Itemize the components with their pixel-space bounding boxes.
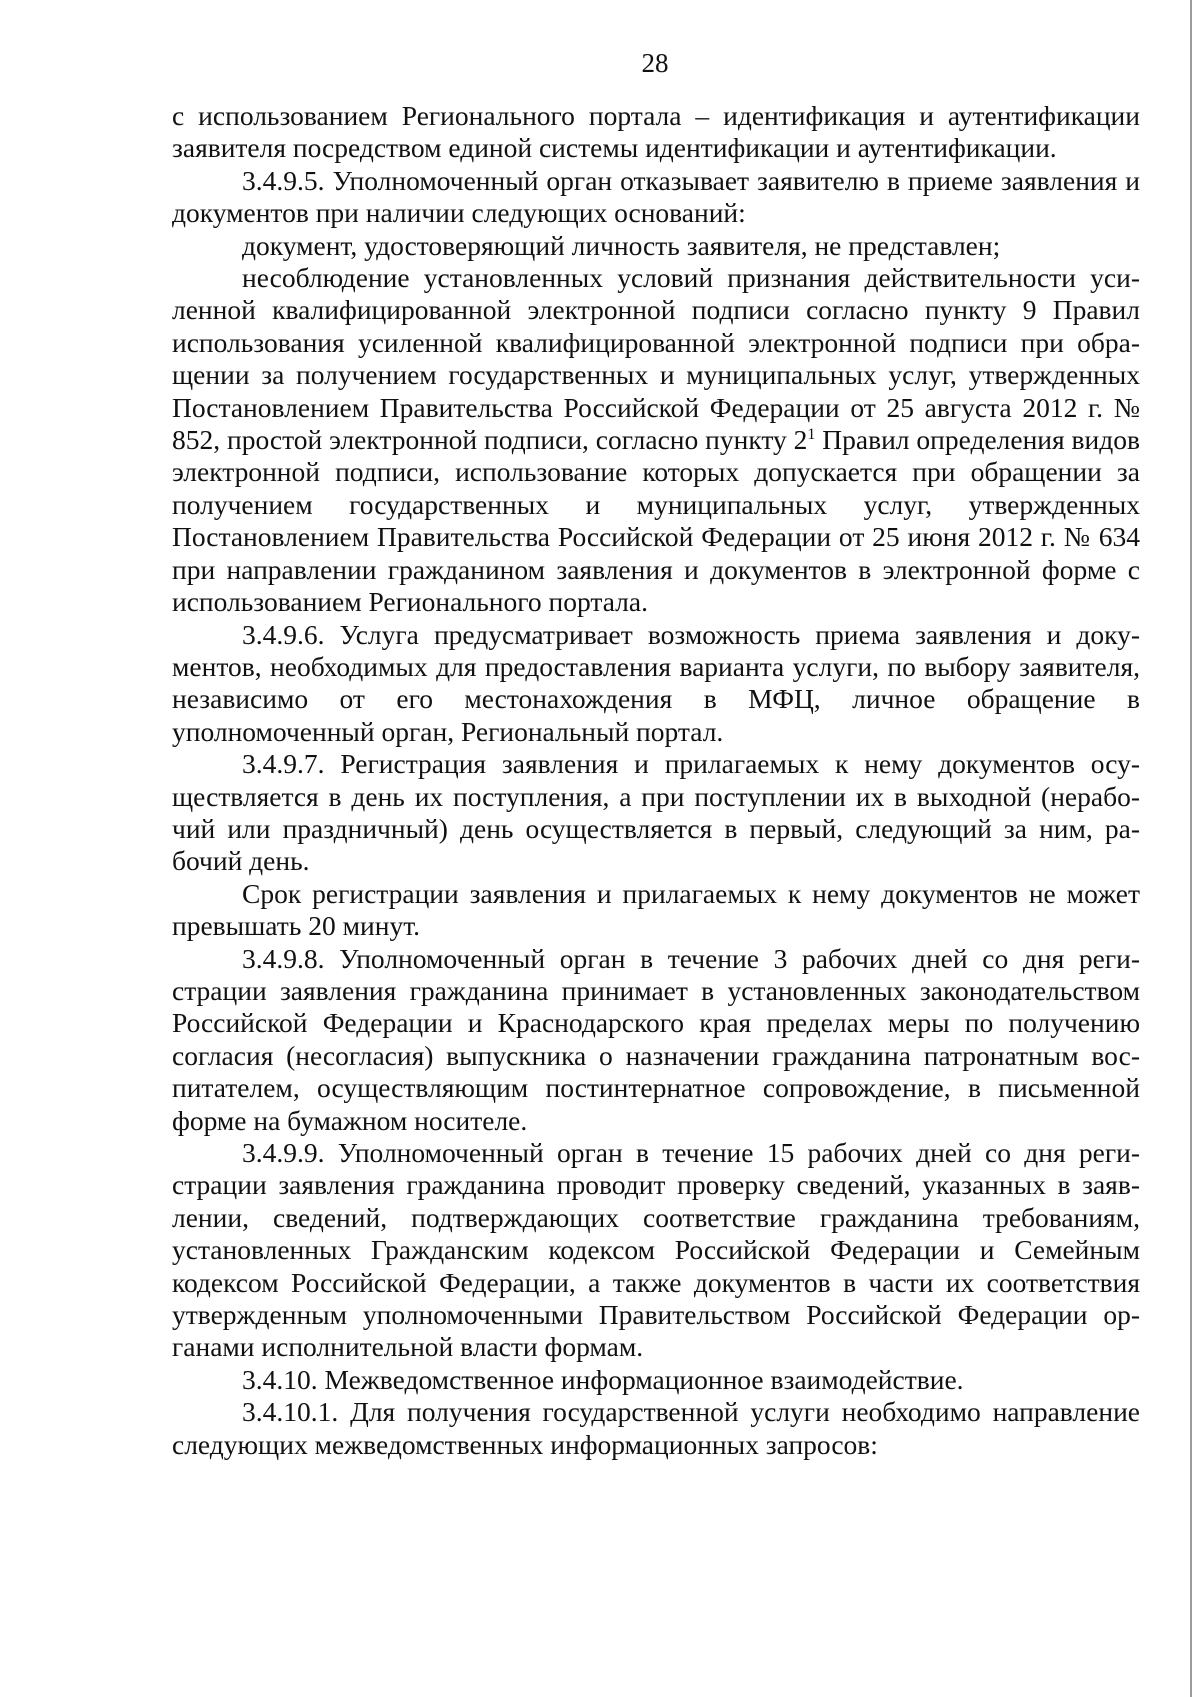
- paragraph-ground-signature: [172, 262, 1140, 618]
- document-body: [172, 100, 1140, 1461]
- paragraph-3-4-9-5: 3.4.9.5. Уполномоченный орган отказывает заявителю в приеме заявления и документов при наличии следующих оснований:: [172, 164, 1140, 229]
- paragraph-ground-signature-part1: несоблюдение установленных условий признания действительности усиленной квалифицированной электронной подписи согласно пункту 9 Правил использования усиленной квалифицированной электронной подписи при обращении за получением государственных и муниципальных услуг, утвержденных Постановлением Правительства Российской Федерации от 25 августа 2012 г. № 852, простой электронной подписи, согласно пункту 2: [172, 262, 1140, 456]
- paragraph-registration-term: Срок регистрации заявления и прилагаемых к нему документов не может превышать 20 минут.: [172, 877, 1140, 942]
- page-number: 28: [641, 48, 669, 78]
- paragraph-ground-document: документ, удостоверяющий личность заявителя, не представлен;: [242, 229, 1001, 261]
- paragraph-3-4-10: 3.4.10. Межведомственное информационное взаимодействие.: [242, 1363, 964, 1395]
- paragraph-ground-signature-part2: Правил определения видов электронной подписи, использование которых допускается при обращении за получением государственных и муниципальных услуг, утвержденных Постановлением Правительства Российской Федерации от 25 июня 2012 г. № 634 при направлении гражданином заявления и документов в электронной форме с использованием Регионального портала.: [172, 424, 1140, 618]
- paragraph-3-4-9-7: 3.4.9.7. Регистрация заявления и прилагаемых к нему документов осуществляется в день их поступления, а при поступлении их в выходной (нерабочий или праздничный) день осуществляется в первый, следующий за ним, рабочий день.: [172, 748, 1140, 877]
- paragraph-3-4-9-8: 3.4.9.8. Уполномоченный орган в течение 3 рабочих дней со дня регистрации заявления гражданина принимает в установленных законодательством Российской Федерации и Краснодарского края пределах меры по получению согласия (несогласия) выпускника о назначении гражданина патронатным воспитателем, осуществляющим постинтернатное сопровождение, в письменной форме на бумажном носителе.: [172, 942, 1140, 1136]
- superscript-mark: 1: [807, 426, 816, 444]
- paragraph-continuation: с использованием Регионального портала – идентификация и аутентификации заявителя посредством единой системы идентификации и аутентификации.: [172, 100, 1140, 164]
- paragraph-3-4-9-9: 3.4.9.9. Уполномоченный орган в течение 15 рабочих дней со дня регистрации заявления гражданина проводит проверку сведений, указанных в заявлении, сведений, подтверждающих соответствие гражданина требованиям, установленных Гражданским кодексом Российской Федерации и Семейным кодексом Российской Федерации, а также документов в части их соответствия утвержденным уполномоченными Правительством Российской Федерации органами исполнительной власти формам.: [172, 1137, 1140, 1363]
- paragraph-3-4-10-1: 3.4.10.1. Для получения государственной услуги необходимо направление следующих межведомственных информационных запросов:: [172, 1396, 1140, 1460]
- paragraph-3-4-9-6: 3.4.9.6. Услуга предусматривает возможность приема заявления и документов, необходимых для предоставления варианта услуги, по выбору заявителя, независимо от его местонахождения в МФЦ, личное обращение в уполномоченный орган, Региональный портал.: [172, 618, 1140, 747]
- scan-edge-line: [1190, 0, 1192, 1697]
